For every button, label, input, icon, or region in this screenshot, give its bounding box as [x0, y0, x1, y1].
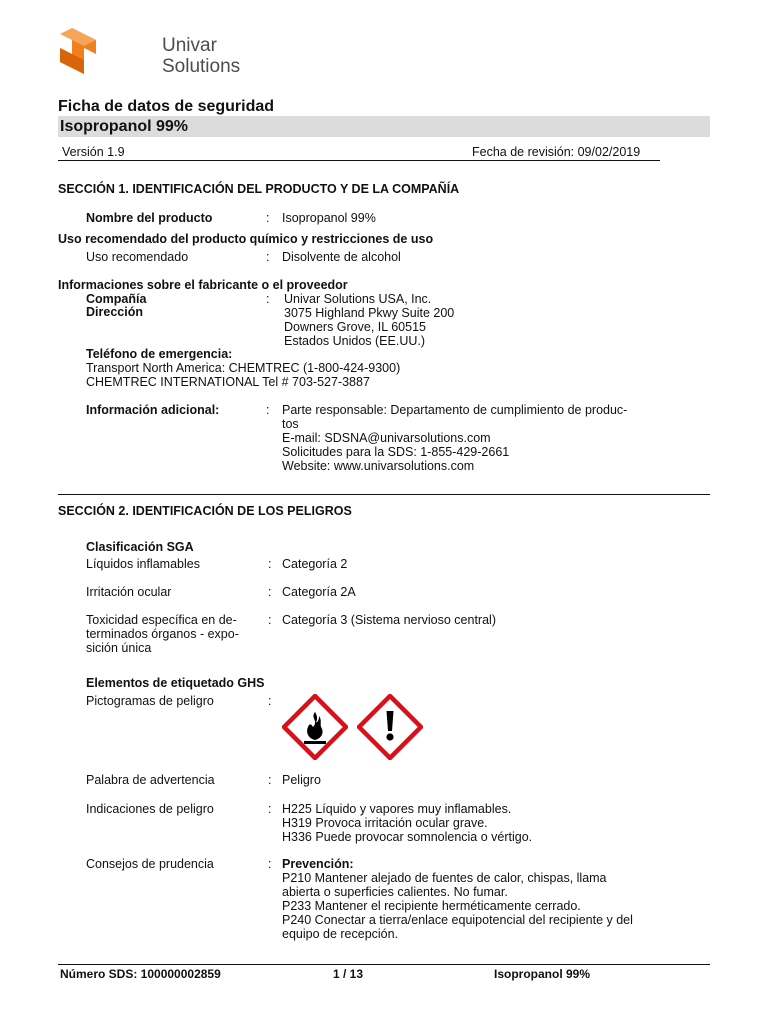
colon: : [266, 403, 270, 417]
class-value: Categoría 2 [282, 557, 348, 571]
class-label-line: terminados órganos - expo- [86, 627, 239, 641]
hazard-statement: H319 Provoca irritación ocular grave. [282, 816, 488, 830]
colon: : [268, 773, 272, 787]
flame-pictogram-icon [282, 694, 348, 760]
company-label: Compañía [86, 292, 147, 306]
emergency-label: Teléfono de emergencia: [86, 347, 233, 361]
precautionary-statement: P233 Mantener el recipiente herméticamente cerrado. [282, 899, 581, 913]
product-title: Isopropanol 99% [60, 118, 189, 135]
hazard-statement: H225 Líquido y vapores muy inflamables. [282, 802, 512, 816]
additional-info-phone: Solicitudes para la SDS: 1-855-429-2661 [282, 445, 510, 459]
product-name-value: Isopropanol 99% [282, 211, 376, 225]
address-label: Dirección [86, 305, 143, 319]
colon: : [266, 292, 270, 306]
company-value: Univar Solutions USA, Inc. [284, 292, 432, 306]
address-line: Estados Unidos (EE.UU.) [284, 334, 426, 348]
additional-info-email: E-mail: SDSNA@univarsolutions.com [282, 431, 491, 445]
section-divider [58, 494, 710, 495]
colon: : [268, 585, 272, 599]
emergency-line: CHEMTREC INTERNATIONAL Tel # 703-527-3887 [86, 375, 370, 389]
colon: : [268, 694, 272, 708]
use-label: Uso recomendado [86, 250, 189, 264]
precautionary-label: Consejos de prudencia [86, 857, 214, 871]
address-line: 3075 Highland Pkwy Suite 200 [284, 306, 455, 320]
class-value: Categoría 3 (Sistema nervioso central) [282, 613, 496, 627]
footer-divider [58, 964, 710, 965]
label-elements-heading: Elementos de etiquetado GHS [86, 676, 265, 690]
colon: : [268, 613, 272, 627]
class-label: Líquidos inflamables [86, 557, 200, 571]
address-line: Downers Grove, IL 60515 [284, 320, 426, 334]
footer-product-name: Isopropanol 99% [494, 967, 591, 981]
colon: : [268, 802, 272, 816]
company-logo [58, 20, 241, 82]
version-label: Versión 1.9 [62, 145, 125, 159]
section-2-title: SECCIÓN 2. IDENTIFICACIÓN DE LOS PELIGROS [58, 504, 352, 518]
univar-logo-icon [58, 28, 98, 76]
supplier-heading: Informaciones sobre el fabricante o el proveedor [58, 278, 348, 292]
additional-info-line: Parte responsable: Departamento de cumplimiento de produc- [282, 403, 628, 417]
sds-number: Número SDS: 100000002859 [60, 967, 221, 981]
precautionary-statement: equipo de recepción. [282, 927, 399, 941]
emergency-line: Transport North America: CHEMTREC (1-800-424-9300) [86, 361, 401, 375]
precautionary-statement: abierta o superficies calientes. No fumar. [282, 885, 508, 899]
product-name-label: Nombre del producto [86, 211, 213, 225]
additional-info-line: tos [282, 417, 299, 431]
prevention-heading: Prevención: [282, 857, 354, 871]
colon: : [268, 557, 272, 571]
page-number: 1 / 13 [333, 967, 364, 981]
class-value: Categoría 2A [282, 585, 356, 599]
use-value: Disolvente de alcohol [282, 250, 401, 264]
class-label: Irritación ocular [86, 585, 172, 599]
header-divider [58, 160, 660, 161]
revision-date: Fecha de revisión: 09/02/2019 [472, 145, 641, 159]
precautionary-statement: P210 Mantener alejado de fuentes de calor, chispas, llama [282, 871, 607, 885]
class-label-line: sición única [86, 641, 152, 655]
hazard-statement: H336 Puede provocar somnolencia o vértigo. [282, 830, 533, 844]
additional-info-website: Website: www.univarsolutions.com [282, 459, 475, 473]
use-heading: Uso recomendado del producto químico y restricciones de uso [58, 232, 434, 246]
class-label-line: Toxicidad específica en de- [86, 613, 237, 627]
signal-word-value: Peligro [282, 773, 321, 787]
logo-text-univar: Univar [162, 35, 217, 56]
document-type-title: Ficha de datos de seguridad [58, 98, 275, 115]
precautionary-statement: P240 Conectar a tierra/enlace equipotencial del recipiente y del [282, 913, 633, 927]
hazard-statements-label: Indicaciones de peligro [86, 802, 214, 816]
colon: : [266, 250, 270, 264]
colon: : [268, 857, 272, 871]
exclamation-pictogram-icon [357, 694, 423, 760]
ghs-classification-heading: Clasificación SGA [86, 540, 194, 554]
logo-text-solutions: Solutions [162, 56, 241, 77]
signal-word-label: Palabra de advertencia [86, 773, 215, 787]
pictograms-label: Pictogramas de peligro [86, 694, 214, 708]
section-1-title: SECCIÓN 1. IDENTIFICACIÓN DEL PRODUCTO Y DE LA COMPAÑÍA [58, 182, 460, 196]
additional-info-label: Información adicional: [86, 403, 220, 417]
colon: : [266, 211, 270, 225]
